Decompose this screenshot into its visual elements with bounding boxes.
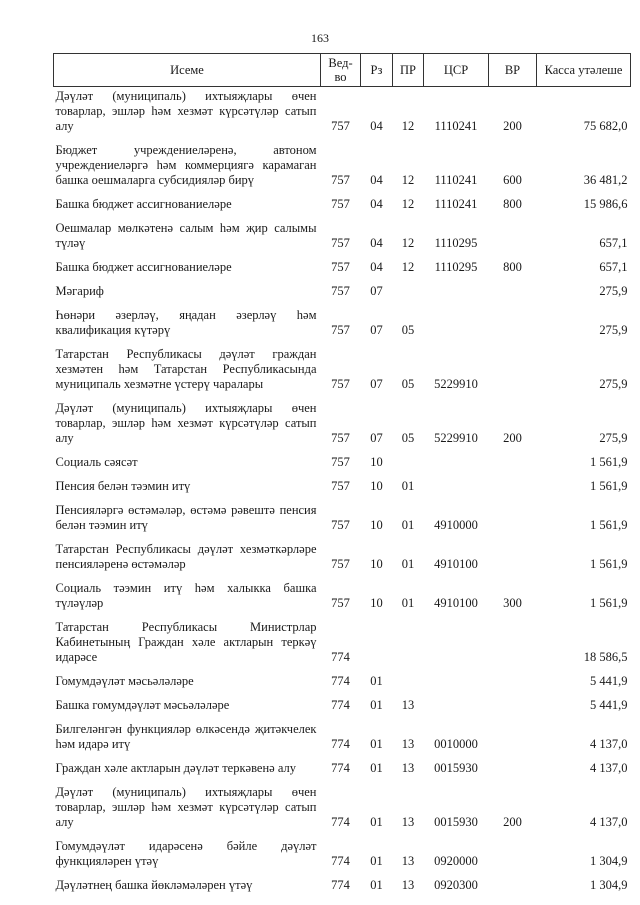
cell-rz: 04 [370, 173, 383, 187]
cell-name: Мәгариф [55, 284, 104, 298]
cell-vr: 800 [503, 197, 522, 211]
table-row [54, 216, 631, 255]
cell-kassa: 1 561,9 [590, 479, 628, 493]
cell-name: Пенсия белән тәэмин итү [55, 479, 191, 493]
cell-csr: 0920000 [434, 854, 478, 868]
cell-ved: 757 [331, 596, 350, 610]
cell-pr: 12 [401, 260, 415, 274]
cell-rz: 04 [370, 236, 383, 250]
table-row [54, 474, 631, 498]
cell-name: Башка бюджет ассигнованиеләре [55, 260, 232, 274]
cell-name: Социаль сәясәт [55, 455, 138, 469]
cell-name: Граждан хәле актларын дәүләт теркәвенә алу [55, 761, 296, 775]
cell-name: Һөнәри әзерләү, яңадан әзерләү һәм квалификация күтәрү [55, 308, 317, 337]
cell-name: Дәүләт (муниципаль) ихтыяҗлары өчен товарлар, эшләр һәм хезмәт күрсәтүләр сатып алу [55, 89, 317, 133]
page-number: 163 [311, 31, 329, 45]
table-body [54, 87, 631, 898]
cell-ved: 774 [331, 650, 350, 664]
table-row [54, 279, 631, 303]
cell-rz: 07 [370, 284, 383, 298]
cell-rz [361, 615, 393, 669]
cell-pr: 01 [401, 479, 415, 493]
cell-rz: 07 [370, 377, 383, 391]
cell-ved: 757 [331, 236, 350, 250]
cell-csr: 4910100 [434, 596, 478, 610]
cell-rz: 01 [370, 674, 383, 688]
cell-rz: 04 [370, 197, 383, 211]
header-csr: ЦСР [424, 54, 489, 87]
cell-csr: 0015930 [434, 761, 478, 775]
cell-name: Дәүләт (муниципаль) ихтыяҗлары өчен товарлар, эшләр һәм хезмәт күрсәтүләр сатып алу [55, 785, 317, 829]
cell-name: Гомумдәүләт мәсьәләләре [55, 674, 194, 688]
cell-ved: 757 [331, 518, 350, 532]
cell-vr [489, 279, 537, 303]
cell-csr [424, 474, 489, 498]
cell-csr [424, 303, 489, 342]
cell-pr: 12 [401, 173, 415, 187]
cell-name: Гомумдәүләт идарәсенә бәйле дәүләт функцияләрен үтәү [55, 839, 317, 868]
table-row [54, 498, 631, 537]
cell-vr [489, 498, 537, 537]
header-vr: ВР [489, 54, 537, 87]
cell-ved: 757 [331, 455, 350, 469]
table-row [54, 450, 631, 474]
cell-kassa: 1 561,9 [590, 518, 628, 532]
cell-csr: 4910000 [434, 518, 478, 532]
cell-ved: 774 [331, 737, 350, 751]
cell-pr [393, 669, 424, 693]
cell-vr [489, 756, 537, 780]
cell-name: Бюджет учреждениеләренә, автоном учреждениеләргә һәм коммерциягә карамаган башка оешмаларга субсидияләр бирү [55, 143, 317, 187]
cell-ved: 757 [331, 119, 350, 133]
cell-pr: 13 [401, 698, 415, 712]
header-rz: Рз [361, 54, 393, 87]
cell-kassa: 657,1 [599, 260, 628, 274]
cell-ved: 757 [331, 431, 350, 445]
cell-vr: 300 [503, 596, 522, 610]
cell-rz: 10 [370, 596, 383, 610]
cell-csr: 0010000 [434, 737, 478, 751]
cell-csr: 1110241 [434, 173, 478, 187]
table-row [54, 576, 631, 615]
cell-ved: 757 [331, 284, 350, 298]
cell-vr: 200 [503, 815, 522, 829]
cell-kassa: 36 481,2 [583, 173, 628, 187]
cell-kassa: 4 137,0 [590, 761, 628, 775]
cell-name: Татарстан Республикасы Министрлар Кабинетының Граждан хәле актларын теркәү идарәсе [55, 620, 317, 664]
cell-vr [489, 303, 537, 342]
cell-rz: 04 [370, 260, 383, 274]
table-row [54, 780, 631, 834]
cell-ved: 774 [331, 761, 350, 775]
cell-rz: 10 [370, 455, 383, 469]
cell-csr: 1110295 [434, 236, 478, 250]
table-row [54, 615, 631, 669]
cell-ved: 774 [331, 815, 350, 829]
table-row [54, 717, 631, 756]
cell-rz: 01 [370, 815, 383, 829]
cell-name: Оешмалар мөлкәтенә салым һәм җир салымы түләү [55, 221, 317, 250]
cell-csr: 5229910 [434, 431, 478, 445]
cell-pr: 13 [401, 737, 415, 751]
cell-name: Дәүләтнең башка йөкләмәләрен үтәү [55, 878, 253, 892]
cell-rz: 01 [370, 698, 383, 712]
table-row [54, 138, 631, 192]
cell-vr [489, 873, 537, 897]
cell-vr: 600 [503, 173, 522, 187]
cell-csr [424, 693, 489, 717]
cell-name: Социаль тәэмин итү һәм халыкка башка түләүләр [55, 581, 317, 610]
cell-pr: 13 [401, 854, 415, 868]
cell-ved: 757 [331, 479, 350, 493]
cell-pr: 12 [401, 197, 415, 211]
cell-rz: 01 [370, 878, 383, 892]
cell-kassa: 275,9 [599, 323, 628, 337]
cell-csr: 1110241 [434, 197, 478, 211]
cell-name: Татарстан Республикасы дәүләт хезмәткәрләре пенсияләренә өстәмәләр [55, 542, 317, 571]
table-row [54, 693, 631, 717]
cell-ved: 757 [331, 557, 350, 571]
cell-csr: 0920300 [434, 878, 478, 892]
cell-pr [393, 279, 424, 303]
cell-csr [424, 279, 489, 303]
cell-name: Башка гомумдәүләт мәсьәләләре [55, 698, 230, 712]
cell-pr: 12 [401, 119, 415, 133]
cell-kassa: 275,9 [599, 377, 628, 391]
cell-kassa: 18 586,5 [583, 650, 628, 664]
cell-vr [489, 669, 537, 693]
cell-vr [489, 474, 537, 498]
cell-pr [393, 615, 424, 669]
cell-kassa: 1 304,9 [590, 878, 628, 892]
table-row [54, 396, 631, 450]
table-row [54, 303, 631, 342]
cell-kassa: 75 682,0 [583, 119, 628, 133]
table-row [54, 669, 631, 693]
cell-csr [424, 615, 489, 669]
cell-rz: 01 [370, 737, 383, 751]
cell-vr [489, 342, 537, 396]
cell-name: Билгеләнгән функцияләр өлкәсендә җитәкчелек һәм идарә итү [55, 722, 317, 751]
cell-kassa: 275,9 [599, 431, 628, 445]
cell-pr [393, 450, 424, 474]
cell-ved: 757 [331, 377, 350, 391]
budget-table [53, 53, 631, 897]
cell-pr: 01 [401, 596, 415, 610]
cell-ved: 774 [331, 854, 350, 868]
cell-ved: 774 [331, 674, 350, 688]
cell-rz: 10 [370, 557, 383, 571]
cell-rz: 10 [370, 518, 383, 532]
cell-ved: 774 [331, 698, 350, 712]
cell-rz: 10 [370, 479, 383, 493]
cell-kassa: 5 441,9 [590, 698, 628, 712]
table-row [54, 342, 631, 396]
cell-rz: 07 [370, 323, 383, 337]
table-row [54, 255, 631, 279]
cell-vr [489, 216, 537, 255]
cell-vr [489, 450, 537, 474]
cell-ved: 757 [331, 173, 350, 187]
table-row [54, 756, 631, 780]
cell-kassa: 275,9 [599, 284, 628, 298]
cell-ved: 774 [331, 878, 350, 892]
cell-kassa: 4 137,0 [590, 737, 628, 751]
table-header-row [54, 54, 631, 87]
cell-kassa: 1 561,9 [590, 596, 628, 610]
table-row [54, 87, 631, 139]
cell-rz: 04 [370, 119, 383, 133]
cell-pr: 01 [401, 557, 415, 571]
table-row [54, 834, 631, 873]
cell-name: Башка бюджет ассигнованиеләре [55, 197, 232, 211]
cell-ved: 757 [331, 323, 350, 337]
cell-rz: 07 [370, 431, 383, 445]
cell-pr: 05 [401, 431, 415, 445]
cell-vr [489, 834, 537, 873]
cell-pr: 12 [401, 236, 415, 250]
cell-csr: 5229910 [434, 377, 478, 391]
header-kassa: Касса утәлеше [537, 54, 631, 87]
cell-kassa: 657,1 [599, 236, 628, 250]
cell-csr: 4910100 [434, 557, 478, 571]
cell-pr: 05 [401, 377, 415, 391]
cell-pr: 05 [401, 323, 415, 337]
cell-vr [489, 717, 537, 756]
cell-kassa: 1 561,9 [590, 557, 628, 571]
cell-vr: 200 [503, 119, 522, 133]
cell-rz: 01 [370, 854, 383, 868]
cell-csr [424, 669, 489, 693]
cell-name: Дәүләт (муниципаль) ихтыяҗлары өчен товарлар, эшләр һәм хезмәт күрсәтүләр сатып алу [55, 401, 317, 445]
cell-vr [489, 693, 537, 717]
table-row [54, 873, 631, 897]
cell-kassa: 4 137,0 [590, 815, 628, 829]
cell-pr: 01 [401, 518, 415, 532]
cell-kassa: 1 561,9 [590, 455, 628, 469]
header-ved: Вед-во [321, 54, 361, 87]
cell-name: Пенсияләргә өстәмәләр, өстәмә рәвештә пенсия белән тәэмин итү [55, 503, 317, 532]
cell-csr: 1110241 [434, 119, 478, 133]
cell-pr: 13 [401, 815, 415, 829]
cell-kassa: 5 441,9 [590, 674, 628, 688]
table-row [54, 192, 631, 216]
cell-pr: 13 [401, 761, 415, 775]
cell-ved: 757 [331, 260, 350, 274]
header-pr: ПР [393, 54, 424, 87]
cell-ved: 757 [331, 197, 350, 211]
cell-vr [489, 537, 537, 576]
cell-pr: 13 [401, 878, 415, 892]
cell-vr: 800 [503, 260, 522, 274]
cell-csr [424, 450, 489, 474]
table-row [54, 537, 631, 576]
cell-csr: 1110295 [434, 260, 478, 274]
cell-kassa: 15 986,6 [583, 197, 628, 211]
cell-csr: 0015930 [434, 815, 478, 829]
cell-name: Татарстан Республикасы дәүләт граждан хезмәтен һәм Татарстан Республикасында муниципаль хезмәтне үстерү чаралары [55, 347, 317, 391]
cell-vr: 200 [503, 431, 522, 445]
cell-kassa: 1 304,9 [590, 854, 628, 868]
cell-vr [489, 615, 537, 669]
cell-rz: 01 [370, 761, 383, 775]
header-name: Исеме [54, 54, 321, 87]
